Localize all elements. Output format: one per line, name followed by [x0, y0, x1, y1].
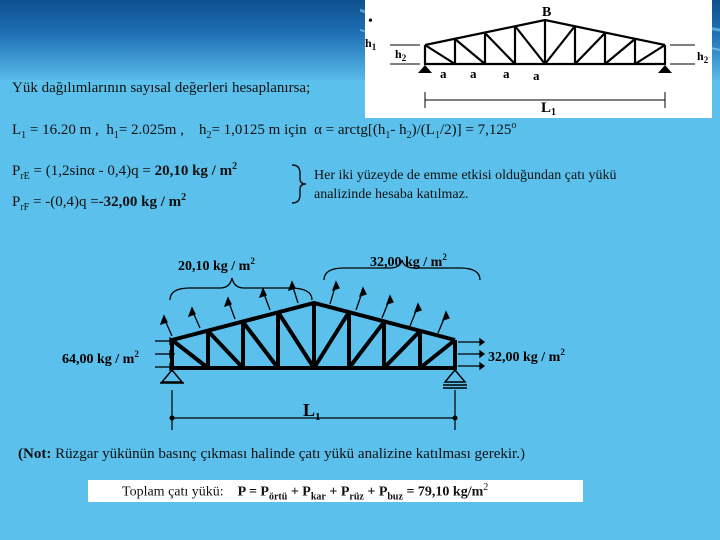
- wind-load-truss-diagram: [60, 240, 620, 430]
- figure-bullet: •: [368, 14, 373, 29]
- right-side-load-label: 32,00 kg / $m^2$: [488, 347, 565, 365]
- right-support: [445, 370, 465, 382]
- intro-text: Yük dağılımlarının sayısal değerleri hesaplanırsa;: [12, 80, 311, 96]
- top-truss-members: [425, 20, 665, 64]
- right-roof-load-label: 32,00 kg / $m^2$: [370, 252, 447, 270]
- label-a-3: a: [503, 66, 510, 81]
- left-support: [162, 370, 182, 382]
- label-a-1: a: [440, 66, 447, 81]
- span-label: $L_1$: [303, 400, 321, 423]
- brace-icon: [288, 163, 308, 205]
- total-load-formula: Toplam çatı yükü: $P = P_{örtü} + P_{kar} + P_{rüz} + P_{buz} = 79,10$ $kg/m^2$: [122, 482, 489, 503]
- label-h2-left: $h_2$: [395, 47, 407, 63]
- left-roof-load-label: 20,10 kg / $m^2$: [178, 256, 255, 274]
- geometry-formula: $L_1 = 16.20$ m , $h_1= 2.025m$ , $h_2= 1,0125$ m için $\alpha = arctg[(h_1-$ $h_2)/(L_1/2)] = 7,125^o$: [12, 120, 517, 141]
- label-B: B: [542, 5, 552, 20]
- truss-members: [172, 303, 455, 368]
- label-h1: $h_1$: [365, 36, 377, 52]
- top-right-support: [658, 65, 672, 73]
- suction-note-line1: Her iki yüzeyde de emme etkisi olduğundan çatı yükü: [314, 168, 617, 183]
- left-side-load-label: 64,00 kg / $m^2$: [62, 349, 139, 367]
- label-h2-right: $h_2$: [697, 49, 709, 65]
- label-a-2: a: [470, 66, 477, 81]
- p-rf-formula: $P_{rF} = -(0,4)q =-32,00$ kg / $m^2$: [12, 192, 187, 213]
- p-re-formula: $P_{rE} = (1,2\sin\alpha - 0,4)q = 20,10$ kg / $m^2$: [12, 161, 238, 182]
- label-L1-top: $L_1$: [541, 100, 557, 118]
- suction-note-line2: analizinde hesaba katılmaz.: [314, 187, 469, 202]
- pressure-note: (Not: Rüzgar yükünün basınç çıkması halinde çatı yükü analizine katılması gerekir.): [18, 446, 525, 462]
- label-a-4: a: [533, 68, 540, 83]
- top-left-support: [418, 65, 432, 73]
- top-truss-figure: [365, 0, 712, 118]
